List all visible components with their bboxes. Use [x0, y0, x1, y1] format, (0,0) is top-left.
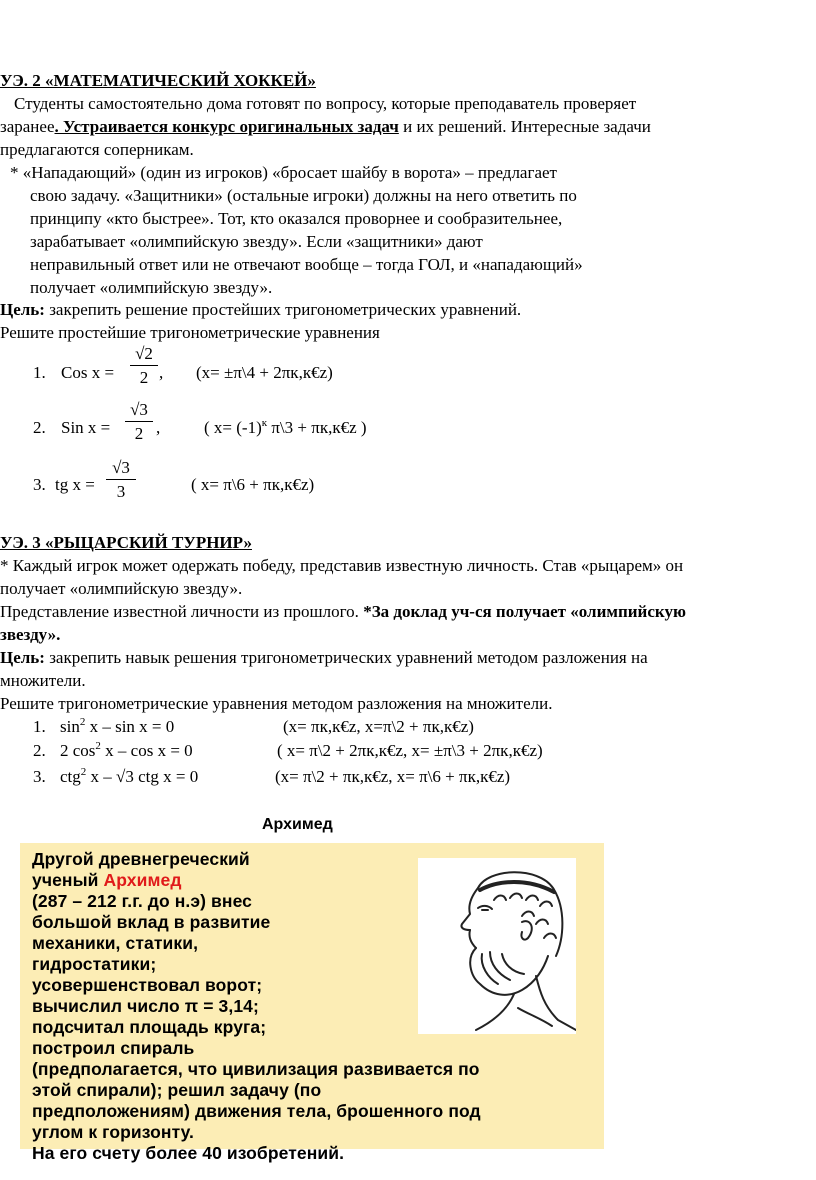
- archimedes-title: Архимед: [262, 816, 333, 833]
- superscript: 2: [80, 766, 87, 778]
- archimedes-name-highlight: Архимед: [103, 870, 182, 890]
- equation-lhs: Cos x =: [61, 363, 115, 382]
- ue3-line: звезду».: [0, 625, 61, 644]
- equation-number: 2.: [33, 418, 46, 437]
- equation-lhs: tg x =: [55, 475, 95, 494]
- text-fragment: π\3 + πк,к€z ): [267, 418, 367, 437]
- ue2-paragraph-line: [0, 116, 651, 138]
- equation-number: 1.: [33, 363, 46, 382]
- equation-lhs: [60, 716, 174, 738]
- text-fragment: ученый: [32, 870, 104, 890]
- ue2-task: Решите простейшие тригонометрические уравнения: [0, 323, 380, 342]
- bullet-line: свою задачу. «Защитники» (остальные игроки) должны на него ответить по: [30, 186, 577, 205]
- archimedes-text-line: предположениям) движения тела, брошенного под: [32, 1101, 481, 1121]
- ue3-title: УЭ. 3 «РЫЦАРСКИЙ ТУРНИР»: [0, 533, 252, 552]
- equation-lhs: [60, 766, 198, 788]
- bullet-line: получает «олимпийскую звезду».: [30, 278, 273, 297]
- archimedes-text-line: механики, статики,: [32, 933, 199, 953]
- archimedes-portrait: [418, 858, 576, 1034]
- equation-number: 1.: [33, 717, 46, 736]
- fraction-numerator: √2: [130, 344, 158, 366]
- ue3-line: [0, 601, 686, 623]
- text-fragment: x – cos x = 0: [100, 741, 193, 760]
- text-fragment: Представление известной личности из прошлого.: [0, 602, 364, 621]
- ue2-title: УЭ. 2 «МАТЕМАТИЧЕСКИЙ ХОККЕЙ»: [0, 71, 316, 90]
- archimedes-text-line: углом к горизонту.: [32, 1122, 194, 1142]
- fraction: [130, 344, 158, 388]
- fraction-denominator: 2: [134, 424, 144, 443]
- ue2-paragraph-line: Студенты самостоятельно дома готовят по вопросу, которые преподаватель проверяет: [14, 94, 637, 113]
- archimedes-text-line: На его счету более 40 изобретений.: [32, 1143, 345, 1163]
- equation-answer: ( x= π\2 + 2πк,к€z, x= ±π\3 + 2πк,к€z): [277, 741, 543, 760]
- equation-answer: (x= ±π\4 + 2πк,к€z): [196, 363, 333, 382]
- equation-number: 3.: [33, 475, 46, 494]
- fraction-denominator: 2: [139, 368, 149, 387]
- text-fragment: заранее: [0, 117, 55, 136]
- archimedes-text-line: гидростатики;: [32, 954, 157, 974]
- equation-lhs: [60, 740, 193, 762]
- archimedes-text-line: построил спираль: [32, 1038, 195, 1058]
- text-fragment: sin: [60, 717, 80, 736]
- text-fragment: x – sin x = 0: [85, 717, 175, 736]
- ue3-goal: [0, 647, 648, 669]
- archimedes-text-line: (287 – 212 г.г. до н.э) внес: [32, 891, 253, 911]
- archimedes-text-line: подсчитал площадь круга;: [32, 1017, 267, 1037]
- text-fragment: 2 cos: [60, 741, 96, 760]
- superscript: к: [261, 417, 268, 429]
- bullet-line: зарабатывает «олимпийскую звезду». Если «защитники» дают: [30, 232, 483, 251]
- text-fragment: x – √3 ctg x = 0: [86, 767, 199, 786]
- archimedes-text-line: (предполагается, что цивилизация развивается по: [32, 1059, 480, 1079]
- fraction: [106, 458, 136, 502]
- portrait-drawing: [418, 858, 576, 1034]
- ue3-line: * Каждый игрок может одержать победу, представив известную личность. Став «рыцарем» он: [0, 556, 684, 575]
- archimedes-text-line: этой спирали); решил задачу (по: [32, 1080, 322, 1100]
- archimedes-text-line: вычислил число π = 3,14;: [32, 996, 259, 1016]
- ue3-task: Решите тригонометрические уравнения методом разложения на множители.: [0, 694, 553, 713]
- comma: ,: [156, 418, 161, 437]
- report-emphasis: *За доклад уч-ся получает «олимпийскую: [363, 602, 686, 621]
- archimedes-text-line: Другой древнегреческий: [32, 849, 250, 869]
- bullet-line: неправильный ответ или не отвечают вообще – тогда ГОЛ, и «нападающий»: [30, 255, 583, 274]
- ue3-goal-continued: множители.: [0, 671, 86, 690]
- equation-answer: ( x= π\6 + πк,к€z): [191, 475, 315, 494]
- ue3-line: получает «олимпийскую звезду».: [0, 579, 243, 598]
- contest-emphasis: . Устраивается конкурс оригинальных задач: [54, 117, 399, 136]
- fraction-denominator: 3: [116, 482, 126, 501]
- archimedes-text-line: [32, 870, 182, 891]
- goal-text: закрепить навык решения тригонометрических уравнений методом разложения на: [44, 648, 648, 667]
- goal-label: Цель:: [0, 648, 45, 667]
- superscript: 2: [95, 740, 101, 752]
- goal-label: Цель:: [0, 300, 45, 319]
- text-fragment: ctg: [60, 767, 81, 786]
- fraction-numerator: √3: [125, 400, 153, 422]
- text-fragment: и их решений. Интересные задачи: [398, 117, 651, 136]
- archimedes-text-line: большой вклад в развитие: [32, 912, 271, 932]
- bullet-line: принципу «кто быстрее». Тот, кто оказался проворнее и сообразительнее,: [30, 209, 563, 228]
- bullet-line: * «Нападающий» (один из игроков) «бросает шайбу в ворота» – предлагает: [10, 163, 557, 182]
- fraction: [125, 400, 153, 444]
- ue2-goal: [0, 299, 521, 321]
- archimedes-text-line: усовершенствовал ворот;: [32, 975, 263, 995]
- equation-lhs: Sin x =: [61, 418, 111, 437]
- equation-answer: [204, 417, 367, 439]
- comma: ,: [159, 363, 164, 382]
- equation-number: 2.: [33, 741, 46, 760]
- equation-answer: (x= π\2 + πк,к€z, x= π\6 + πк,к€z): [275, 767, 511, 786]
- equation-number: 3.: [33, 767, 46, 786]
- superscript: 2: [79, 716, 86, 728]
- ue2-paragraph-line: предлагаются соперникам.: [0, 140, 194, 159]
- fraction-numerator: √3: [106, 458, 136, 480]
- equation-answer: (x= πк,к€z, x=π\2 + πк,к€z): [283, 717, 474, 736]
- goal-text: закрепить решение простейших тригонометрических уравнений.: [44, 300, 522, 319]
- text-fragment: ( x= (-1): [204, 418, 262, 437]
